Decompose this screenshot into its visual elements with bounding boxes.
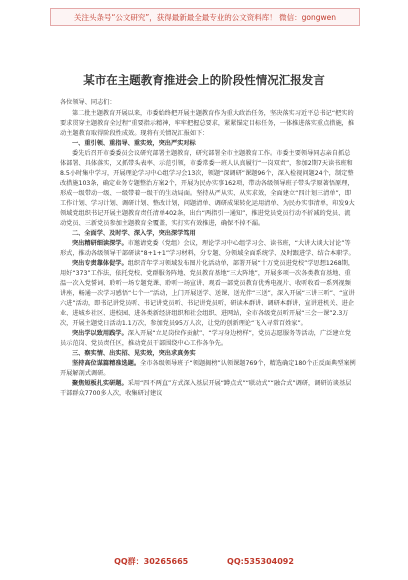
paragraph-text: 全市各级领导班子“领题揭榜”认领课题769个，精选确定180个正反面典型案例开展解剖式调研。 (60, 360, 356, 377)
paragraph-lead: 聚焦短板扎实研题。 (72, 380, 128, 387)
greeting: 各位领导、同志们： (60, 99, 116, 106)
paragraph (60, 329, 356, 349)
section-heading: 三、察实情、出实招、见实效，突出求真务实 (72, 350, 196, 357)
paragraph-lead: 突出学以致用践学。 (72, 330, 128, 337)
paragraph-text: 深入开展“立足岗位作贡献”、“学习身边榜样”，党员志愿服务等活动，广泛建立党员示范岗、党员责任区，推动党员干部围绕中心工作各争先。 (60, 330, 351, 347)
paragraph-lead: 突出专责靠体促学。 (72, 260, 128, 267)
document-title: 某市在主题教育推进会上的阶段性情况汇报发言 (83, 73, 325, 87)
footer-qq-group: QQ群：30265665 (114, 557, 189, 566)
paragraph (60, 359, 356, 379)
section-heading: 二、全面学、及时学、深入学，突出深学笃用 (72, 230, 196, 237)
paragraph-text: 组织青年学习领域发布图片化活动单，部署开展“十万党员进党校”学思想1268期，用好“373”工作法，依托党校、党群服务阵地、党员教育基地“三大阵地”，开展多项一次各类教育基地、重温一次入党誓词、聆听一场专题党课、聆听一场宣讲、观看一部党员教育优秀电视片、收听收看一系列视频讲座，畅通一次学习感悟“七个一”活动，上门开展送学、送课、送光伴“三送”，深入开展“三讲三听”、“宣讲六进”活动，即书记讲党员听、书记讲党员听、书记讲党员听，研读本群讲、调研本群讲，宣讲进机关、进企业、进城乡社区、进校园、进各类新经济组织和社会组织、进网站，全市各级党员听开展“三会一课”2.3万次，开展主题党日活动1.1万次，参加党员95万人次，让党的创新理论“飞入寻常百姓家”。 (60, 260, 355, 327)
paragraph: 第二批主题教育开展以来，市委始终把开展主题教育作为重大政治任务，坚决落实习近平总书记“把实的要求贯穿主题教育全过程”重要指示精神，牢牢把握总要求，紧紧锚定目标任务，一体推进落实重点措施，推动主题教育取得阶段性成效。现将有关情况汇报如下： (60, 110, 355, 137)
paragraph-lead: 坚持高位谋篇精准选题。 (72, 360, 141, 367)
paragraph-text: 市邀请党委（党组）会议，理论学习中心组学习会、读书班，“大讲大谈大讨论”等形式，推动各级领导干部研读“8+1+1”学习材料，分专题、分领域全面系统学、及时跟进学、结合本职学。 (60, 240, 355, 257)
header-banner: 关注头条号“公文研究”，获得最新最全最专业的公文资料库！ 微信：gongwen (50, 8, 360, 26)
paragraph (60, 239, 356, 259)
paragraph-lead: 突出精研细读深学。 (72, 240, 128, 247)
footer-contact (0, 556, 408, 567)
document-body (60, 98, 356, 399)
paragraph: 委先后召开市委委员会议研究部署主题教育，研究部署全市主题教育工作。市委主要领导同志亲自抓总体部署、具体落实，又抓带头表率、示范引领，市委常委一班人认真履行“一岗双责”，参加2期7天读书班和8.5小时集中学习，开展理论学习中心组学习会13次，领题“深调研”课题96个，深入检视问题24个，制定整改措施103条，确定业务专题整治方案2个，开展为民办实事162项，带动各级领导班子带头学原著悟原理，形成一级带动一级、一级带着一级干的生动局面。坚持从严从实、从实求效，全面建立“四计划三清单”，即工作计划、学习计划、调研计划、整改计划，问题清单、调研成果转化运用清单、为民办实事清单，印发9大领域党组织书记开展主题教育责任清单402条，出台“两指引一通知”，推进党员党员行动不折减的党员、流动党员、三新党员参加主题教育全覆盖，实打实有效推进，确保不掉不漏。 (60, 150, 355, 227)
paragraph-text: 采用“四不两直”方式深入基层开展“蹲点式”“联动式”“融合式”调研，调研访谈基层干部群众7700多人次，收集研讨建议 (60, 380, 352, 397)
paragraph (60, 379, 356, 399)
section-heading: 一、重引领、重指导、重实效，突出严实对标 (72, 140, 196, 147)
paragraph (60, 259, 356, 329)
footer-qq: QQ:535304092 (227, 557, 294, 566)
